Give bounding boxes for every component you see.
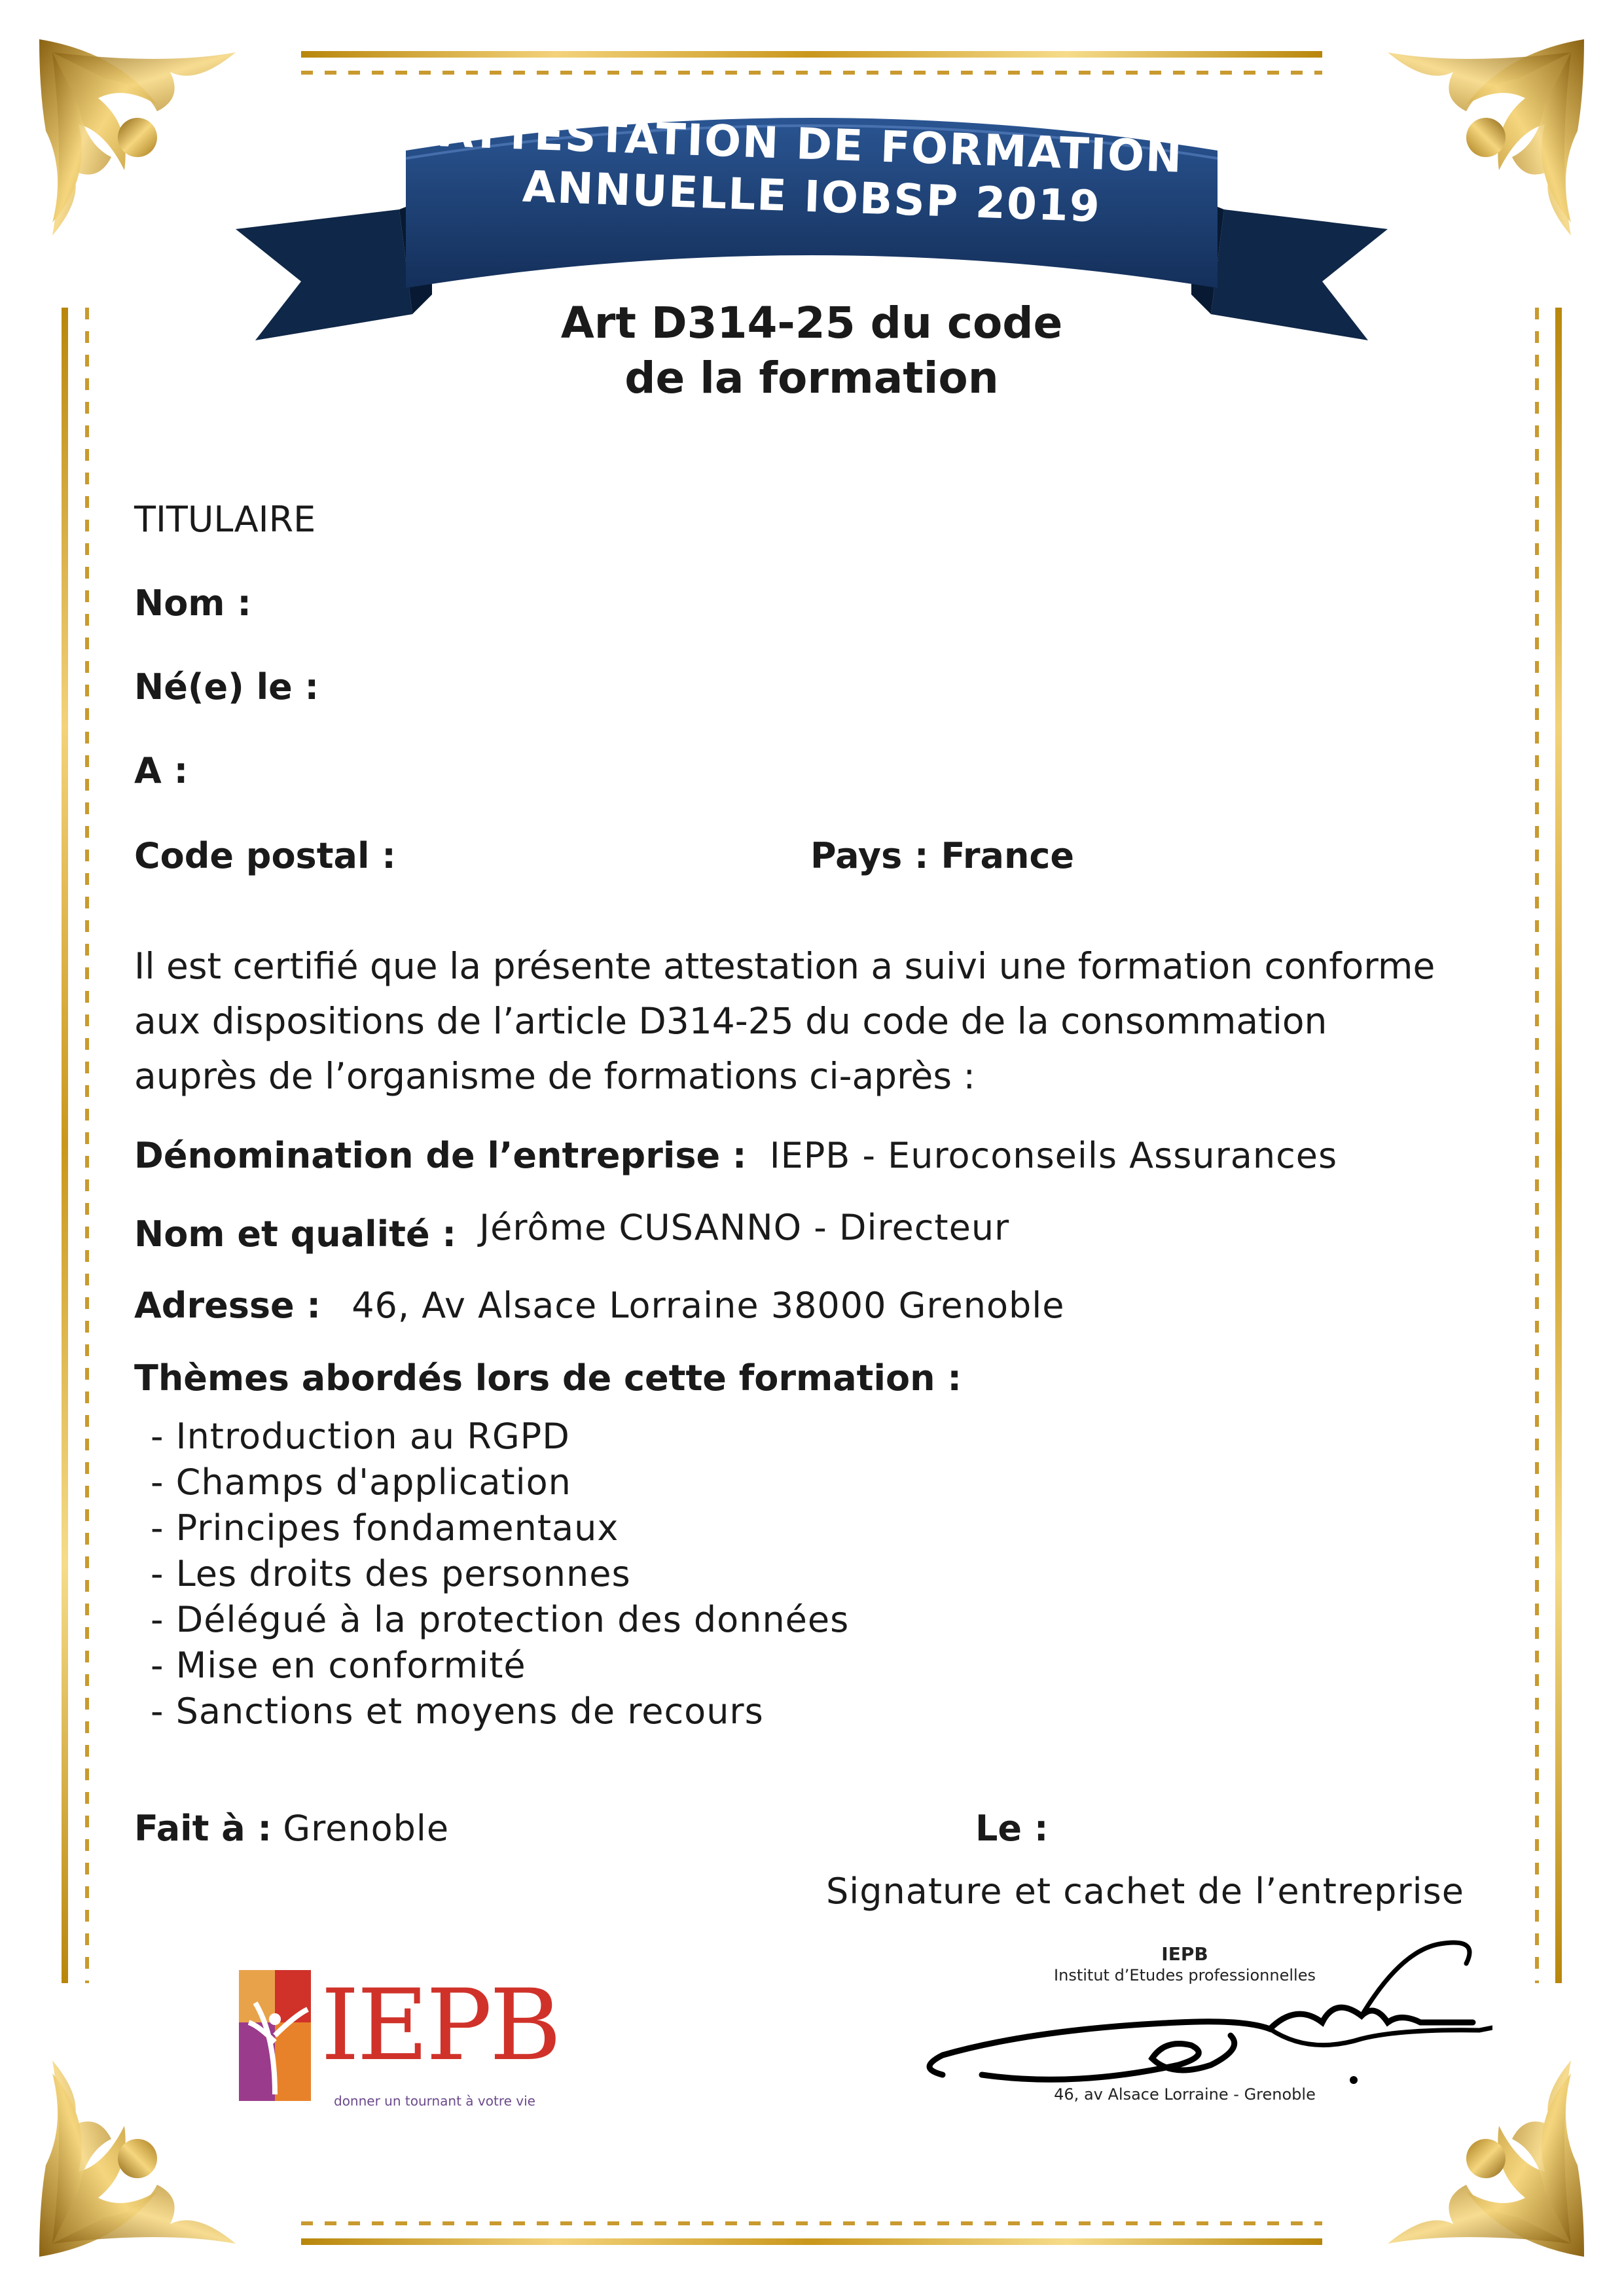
theme-item: - Champs d'application xyxy=(151,1462,571,1503)
certification-paragraph xyxy=(134,939,1496,1103)
holder-name-label: Nom : xyxy=(134,583,251,624)
frame-right-line xyxy=(1555,308,1562,1983)
iepb-logo xyxy=(236,1964,576,2121)
ribbon-title-line2: ANNUELLE IOBSP 2019 xyxy=(521,161,1102,232)
iepb-logo-text: IEPB xyxy=(321,1969,559,2083)
subtitle-line2: de la formation xyxy=(624,353,999,403)
subtitle-line1: Art D314-25 du code xyxy=(560,298,1063,348)
footer-place-value: Grenoble xyxy=(283,1808,450,1849)
certification-line: aux dispositions de l’article D314-25 du code de la consommation xyxy=(134,1000,1327,1042)
frame-left-line xyxy=(62,308,68,1983)
frame-top-line xyxy=(301,51,1322,58)
footer-date-label: Le : xyxy=(975,1808,1049,1849)
company-person-row xyxy=(134,1207,1010,1255)
iepb-logo-tagline: donner un tournant à votre vie xyxy=(334,2093,535,2109)
theme-item: - Introduction au RGPD xyxy=(151,1416,570,1457)
holder-section-label: TITULAIRE xyxy=(134,499,316,540)
stamp-address: 46, av Alsace Lorraine - Grenoble xyxy=(1054,2085,1316,2104)
signature-label: Signature et cachet de l’entreprise xyxy=(826,1871,1465,1912)
theme-item: - Principes fondamentaux xyxy=(151,1507,619,1549)
company-person-label: Nom et qualité : xyxy=(134,1213,456,1255)
holder-country xyxy=(810,835,1074,876)
company-person-value: Jérôme CUSANNO - Directeur xyxy=(479,1207,1010,1248)
ribbon-title-line1: ATTESTATION DE FORMATION xyxy=(439,106,1184,183)
handwritten-signature xyxy=(903,1924,1492,2108)
holder-country-value: France xyxy=(941,835,1075,876)
certification-line: auprès de l’organisme de formations ci-après : xyxy=(134,1055,976,1097)
company-address-value: 46, Av Alsace Lorraine 38000 Grenoble xyxy=(352,1285,1065,1326)
company-name-row xyxy=(134,1135,1337,1176)
frame-left-dash xyxy=(85,308,89,1983)
frame-bottom-dash xyxy=(301,2221,1322,2225)
company-name-value: IEPB - Euroconseils Assurances xyxy=(769,1135,1338,1176)
footer-place-label: Fait à : xyxy=(134,1808,272,1849)
company-name-label: Dénomination de l’entreprise : xyxy=(134,1135,747,1176)
frame-bottom-line xyxy=(301,2238,1322,2245)
theme-item: - Délégué à la protection des données xyxy=(151,1599,850,1640)
frame-right-dash xyxy=(1535,308,1539,1983)
theme-item: - Mise en conformité xyxy=(151,1645,526,1686)
theme-item: - Sanctions et moyens de recours xyxy=(151,1691,764,1732)
holder-birth-label: Né(e) le : xyxy=(134,666,319,708)
frame-top-dash xyxy=(301,71,1322,75)
footer-place xyxy=(134,1808,449,1849)
themes-list xyxy=(151,1414,849,1734)
certification-line: Il est certifié que la présente attestation a suivi une formation conforme xyxy=(134,945,1435,987)
stamp-title: IEPB xyxy=(1161,1943,1208,1965)
holder-postal-label: Code postal : xyxy=(134,835,396,876)
holder-country-label: Pays : xyxy=(810,835,929,876)
company-address-row xyxy=(134,1285,1065,1326)
stamp-line: Institut d’Etudes professionnelles xyxy=(1054,1966,1316,1984)
theme-item: - Les droits des personnes xyxy=(151,1553,631,1594)
holder-place-label: A : xyxy=(134,750,189,791)
themes-label: Thèmes abordés lors de cette formation : xyxy=(134,1357,962,1399)
company-address-label: Adresse : xyxy=(134,1285,321,1326)
